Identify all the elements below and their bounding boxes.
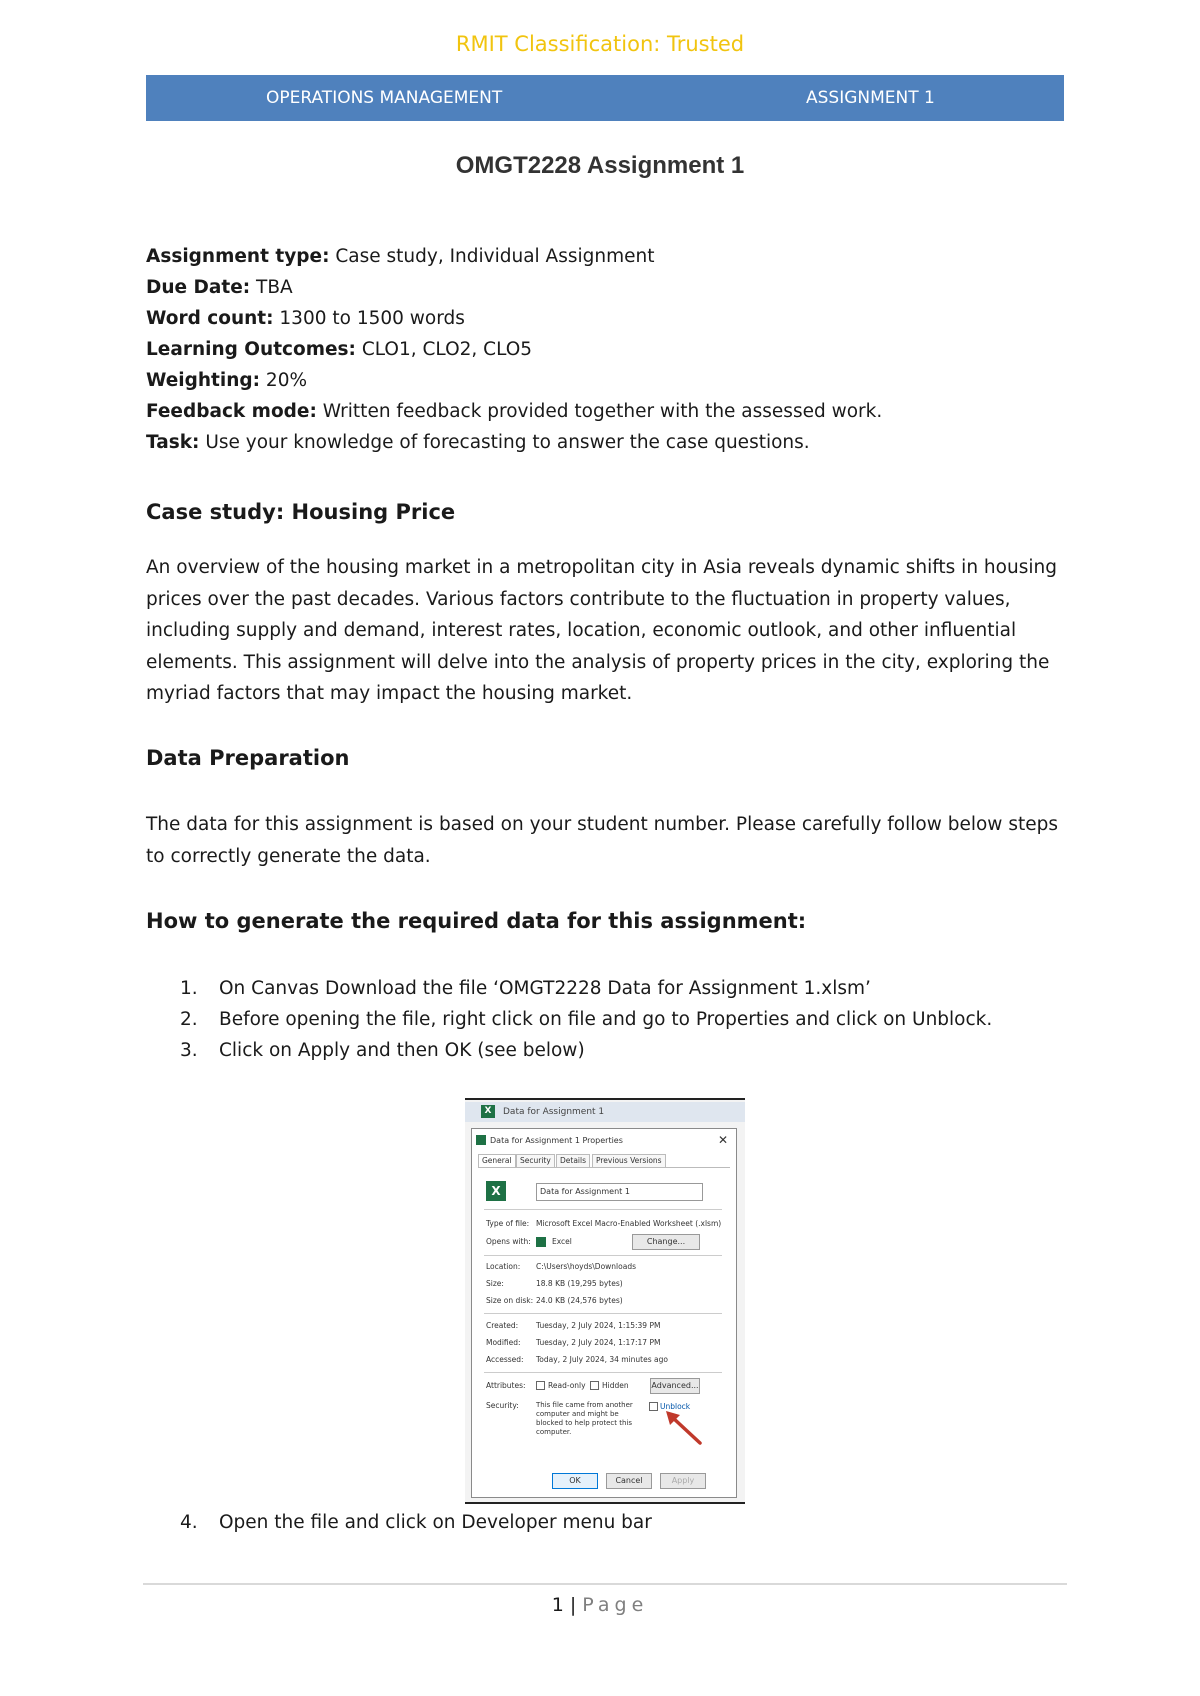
meta-label: Learning Outcomes: [146,339,356,360]
meta-label: Due Date: [146,277,251,298]
created-label: Created: [486,1321,519,1330]
how-to-heading: How to generate the required data for this assignment: [146,909,807,933]
divider [484,1209,722,1210]
step-text: Open the file and click on Developer menu bar [219,1512,652,1533]
header-bar [146,75,1064,121]
meta-value: TBA [250,277,293,298]
meta-value: Case study, Individual Assignment [329,246,655,267]
page-separator: | [563,1594,583,1616]
meta-label: Assignment type: [146,246,330,267]
explorer-file-row [465,1102,745,1122]
meta-value: Written feedback provided together with the assessed work. [316,401,883,422]
modified-label: Modified: [486,1338,521,1347]
meta-learning-outcomes [146,339,532,360]
hidden-checkbox [590,1381,599,1390]
divider [484,1313,722,1314]
page-number [0,1594,1200,1616]
step-number: 3. [180,1040,198,1061]
type-value: Microsoft Excel Macro-Enabled Worksheet (.xlsm) [536,1219,722,1228]
data-preparation-heading: Data Preparation [146,746,350,770]
readonly-checkbox [536,1381,545,1390]
close-icon: ✕ [717,1133,728,1147]
unblock-checkbox [649,1402,658,1411]
page-number-value: 1 [551,1594,564,1616]
divider [484,1255,722,1256]
advanced-button: Advanced... [650,1378,700,1394]
file-name-field: Data for Assignment 1 [536,1183,703,1201]
step-text: Before opening the file, right click on file and go to Properties and click on Unblock. [219,1009,993,1030]
data-preparation-paragraph: The data for this assignment is based on your student number. Please carefully follow below steps to correctly generate the data. [146,814,1058,867]
footer-divider [143,1583,1067,1585]
meta-task [146,432,810,453]
excel-file-icon: X [481,1105,495,1118]
meta-value: CLO1, CLO2, CLO5 [355,339,533,360]
accessed-label: Accessed: [486,1355,524,1364]
meta-assignment-type [146,246,654,267]
page-label: Page [582,1594,649,1616]
dialog-titlebar [476,1133,732,1149]
security-label: Security: [486,1401,519,1410]
opens-with-value: Excel [552,1237,572,1246]
meta-label: Feedback mode: [146,401,317,422]
tab-details: Details [556,1154,590,1167]
meta-feedback-mode [146,401,882,422]
step-number: 1. [180,978,198,999]
step-text: On Canvas Download the file ‘OMGT2228 Data for Assignment 1.xlsm’ [219,978,871,999]
tab-previous-versions: Previous Versions [592,1154,666,1167]
excel-large-icon: X [486,1181,506,1201]
meta-value: Use your knowledge of forecasting to answer the case questions. [199,432,810,453]
properties-dialog-screenshot [465,1098,745,1504]
unblock-label: Unblock [660,1402,691,1411]
divider [484,1372,722,1373]
screenshot-border [465,1098,745,1100]
step-number: 4. [180,1512,198,1533]
step-text: Click on Apply and then OK (see below) [219,1040,585,1061]
apply-button: Apply [660,1473,706,1489]
case-study-heading: Case study: Housing Price [146,500,456,524]
meta-label: Task: [146,432,200,453]
properties-dialog [471,1128,737,1498]
meta-label: Word count: [146,308,274,329]
opens-with-label: Opens with: [486,1237,531,1246]
location-value: C:\Users\hoyds\Downloads [536,1262,636,1271]
meta-weighting [146,370,307,391]
size-value: 18.8 KB (19,295 bytes) [536,1279,623,1288]
accessed-value: Today, 2 July 2024, 34 minutes ago [536,1355,668,1364]
change-button: Change... [632,1234,700,1250]
meta-word-count [146,308,465,329]
screenshot-border [465,1502,745,1504]
cancel-button: Cancel [606,1473,652,1489]
step-number: 2. [180,1009,198,1030]
ok-button: OK [552,1473,598,1489]
dialog-tabs [478,1153,730,1168]
size-on-disk-value: 24.0 KB (24,576 bytes) [536,1296,623,1305]
meta-value: 1300 to 1500 words [273,308,465,329]
tab-general: General [478,1154,516,1167]
attributes-label: Attributes: [486,1381,526,1390]
type-label: Type of file: [486,1219,530,1228]
meta-value: 20% [260,370,308,391]
security-text: This file came from another computer and might be blocked to help protect this computer. [536,1401,633,1436]
excel-title-icon [476,1135,486,1145]
size-label: Size: [486,1279,504,1288]
classification-label: RMIT Classification: Trusted [455,32,745,56]
excel-app-icon [536,1237,546,1247]
created-value: Tuesday, 2 July 2024, 1:15:39 PM [536,1321,661,1330]
course-name: OPERATIONS MANAGEMENT [266,88,503,108]
dialog-title: Data for Assignment 1 Properties [490,1136,623,1145]
size-on-disk-label: Size on disk: [486,1296,534,1305]
assignment-label: ASSIGNMENT 1 [806,88,935,108]
readonly-label: Read-only [548,1381,586,1390]
meta-label: Weighting: [146,370,261,391]
location-label: Location: [486,1262,521,1271]
case-study-paragraph: An overview of the housing market in a metropolitan city in Asia reveals dynamic shifts in housing prices over the past decades. Various factors contribute to the fluctuation in property values, including supply and demand, interest rates, location, economic outlook, and other influential elements. This assignment will delve into the analysis of property prices in the city, exploring the myriad factors that may impact the housing market. [146,557,1057,704]
tab-security: Security [516,1154,555,1167]
explorer-file-name: Data for Assignment 1 [503,1107,605,1117]
red-arrow-icon [664,1411,704,1447]
meta-due-date [146,277,293,298]
hidden-label: Hidden [602,1381,629,1390]
modified-value: Tuesday, 2 July 2024, 1:17:17 PM [536,1338,661,1347]
document-title: OMGT2228 Assignment 1 [455,152,745,179]
